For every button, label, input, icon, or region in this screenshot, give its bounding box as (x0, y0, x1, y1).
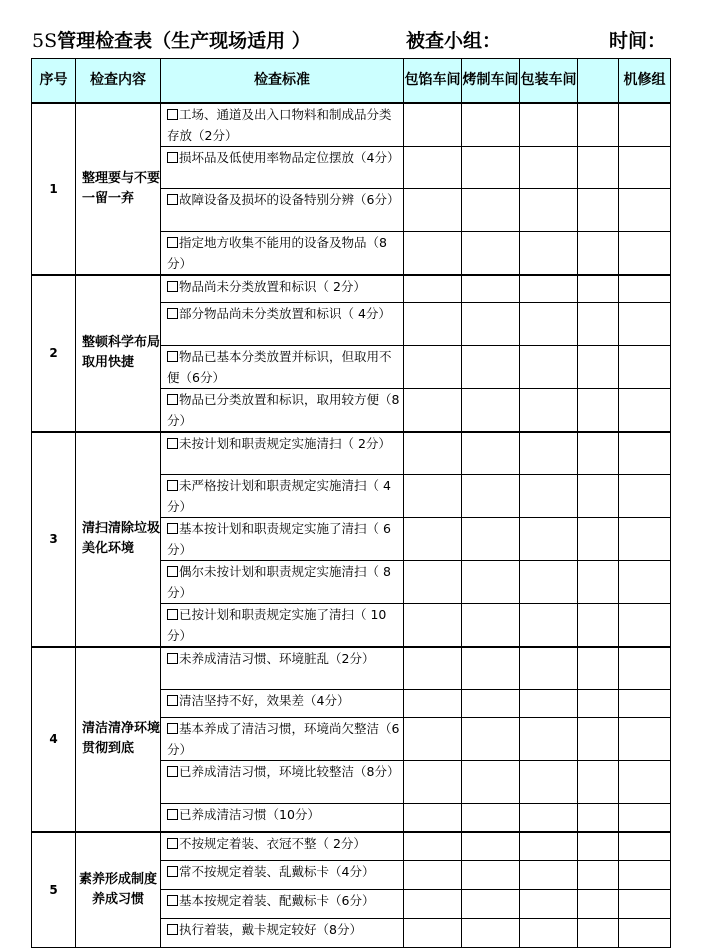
score-filling-cell[interactable] (404, 146, 462, 188)
criterion-text: 执行着装，戴卡规定较好（8分） (179, 922, 362, 937)
score-blank-cell[interactable] (578, 832, 619, 861)
criterion-text: 偶尔未按计划和职责规定实施清扫（ 8分） (167, 563, 391, 600)
score-packing-cell[interactable] (520, 188, 578, 231)
score-filling-cell[interactable] (404, 603, 462, 647)
criterion-text: 已养成清洁习惯，环境比较整洁（8分） (179, 764, 400, 779)
score-blank-cell[interactable] (578, 517, 619, 560)
score-maintenance-cell[interactable] (619, 603, 671, 647)
score-baking-cell[interactable] (462, 603, 520, 647)
col-maintenance-team: 机修组 (619, 59, 671, 103)
criterion-text: 物品已基本分类放置并标识，但取用不便（6分） (167, 349, 392, 385)
score-maintenance-cell[interactable] (619, 832, 671, 861)
score-maintenance-cell[interactable] (619, 103, 671, 147)
score-packing-cell[interactable] (520, 832, 578, 861)
score-baking-cell[interactable] (462, 474, 520, 517)
checkbox-icon[interactable] (167, 866, 178, 877)
score-maintenance-cell[interactable] (619, 432, 671, 474)
score-maintenance-cell[interactable] (619, 389, 671, 433)
score-blank-cell[interactable] (578, 188, 619, 231)
score-maintenance-cell[interactable] (619, 919, 671, 948)
criterion-cell (161, 603, 404, 647)
check-content: 整顿科学布局取用快捷 (76, 275, 161, 433)
score-filling-cell[interactable] (404, 804, 462, 832)
score-baking-cell[interactable] (462, 517, 520, 560)
score-maintenance-cell[interactable] (619, 647, 671, 690)
score-packing-cell[interactable] (520, 346, 578, 389)
header-row (32, 59, 671, 103)
criterion-cell (161, 146, 404, 188)
score-baking-cell[interactable] (462, 188, 520, 231)
criterion-cell (161, 919, 404, 948)
score-baking-cell[interactable] (462, 647, 520, 690)
score-blank-cell[interactable] (578, 474, 619, 517)
criterion-text: 基本按计划和职责规定实施了清扫（ 6分） (167, 520, 391, 557)
score-packing-cell[interactable] (520, 275, 578, 303)
score-maintenance-cell[interactable] (619, 761, 671, 804)
score-filling-cell[interactable] (404, 517, 462, 560)
score-packing-cell[interactable] (520, 647, 578, 690)
score-packing-cell[interactable] (520, 861, 578, 890)
criterion-text: 故障设备及损坏的设备特别分辨（6分） (179, 191, 400, 207)
criterion-cell (161, 761, 404, 804)
score-blank-cell[interactable] (578, 690, 619, 718)
criterion-cell (161, 890, 404, 919)
score-filling-cell[interactable] (404, 346, 462, 389)
score-baking-cell[interactable] (462, 804, 520, 832)
checkbox-icon[interactable] (167, 480, 178, 491)
score-baking-cell[interactable] (462, 919, 520, 948)
score-filling-cell[interactable] (404, 890, 462, 919)
score-packing-cell[interactable] (520, 231, 578, 275)
criterion-cell (161, 275, 404, 303)
criterion-text: 未按计划和职责规定实施清扫（ 2分） (179, 436, 391, 451)
col-blank (578, 59, 619, 103)
criterion-text: 常不按规定着装、乱戴标卡（4分） (179, 864, 375, 879)
checkbox-icon[interactable] (167, 237, 178, 248)
score-packing-cell[interactable] (520, 560, 578, 603)
time-label: 时间： (609, 30, 667, 52)
score-baking-cell[interactable] (462, 432, 520, 474)
criterion-cell (161, 690, 404, 718)
criterion-cell (161, 346, 404, 389)
table-row (32, 432, 671, 474)
criterion-text: 部分物品尚未分类放置和标识（ 4分） (179, 306, 391, 321)
criterion-text: 不按规定着装、衣冠不整（ 2分） (179, 835, 366, 851)
score-packing-cell[interactable] (520, 432, 578, 474)
score-maintenance-cell[interactable] (619, 718, 671, 761)
score-baking-cell[interactable] (462, 890, 520, 919)
check-content: 素养形成制度养成习惯 (76, 832, 161, 948)
col-workshop-baking: 烤制车间 (462, 59, 520, 103)
score-blank-cell[interactable] (578, 146, 619, 188)
score-baking-cell[interactable] (462, 761, 520, 804)
score-packing-cell[interactable] (520, 761, 578, 804)
checkbox-icon[interactable] (167, 152, 178, 163)
checkbox-icon[interactable] (167, 351, 178, 362)
checkbox-icon[interactable] (167, 566, 178, 577)
checkbox-icon[interactable] (167, 809, 178, 820)
criterion-text: 工场、通道及出入口物料和制成品分类存放（2分） (167, 106, 392, 143)
col-no: 序号 (32, 59, 76, 103)
criterion-cell (161, 517, 404, 560)
score-blank-cell[interactable] (578, 432, 619, 474)
score-maintenance-cell[interactable] (619, 231, 671, 275)
score-filling-cell[interactable] (404, 718, 462, 761)
table-row (32, 832, 671, 861)
score-maintenance-cell[interactable] (619, 275, 671, 303)
score-filling-cell[interactable] (404, 560, 462, 603)
checkbox-icon[interactable] (167, 838, 178, 849)
score-maintenance-cell[interactable] (619, 890, 671, 919)
checkbox-icon[interactable] (167, 609, 178, 620)
score-packing-cell[interactable] (520, 103, 578, 147)
criterion-text: 基本按规定着装、配戴标卡（6分） (179, 893, 375, 908)
checkbox-icon[interactable] (167, 281, 178, 292)
criterion-text: 已按计划和职责规定实施了清扫（ 10分） (167, 606, 387, 643)
criterion-text: 未养成清洁习惯、环境脏乱（2分） (179, 650, 375, 666)
col-workshop-filling: 包馅车间 (404, 59, 462, 103)
criterion-text: 指定地方收集不能用的设备及物品（8分） (167, 234, 387, 271)
criterion-cell (161, 389, 404, 433)
score-baking-cell[interactable] (462, 346, 520, 389)
criterion-cell (161, 474, 404, 517)
checkbox-icon[interactable] (167, 695, 178, 706)
criterion-cell (161, 231, 404, 275)
checkbox-icon[interactable] (167, 194, 178, 205)
row-number: 1 (32, 103, 76, 275)
score-packing-cell[interactable] (520, 146, 578, 188)
criterion-text: 损坏品及低使用率物品定位摆放（4分） (179, 149, 400, 165)
inspection-table (31, 58, 671, 948)
criterion-cell (161, 560, 404, 603)
score-baking-cell[interactable] (462, 389, 520, 433)
checkbox-icon[interactable] (167, 523, 178, 534)
score-filling-cell[interactable] (404, 432, 462, 474)
checkbox-icon[interactable] (167, 308, 178, 319)
score-blank-cell[interactable] (578, 303, 619, 346)
checkbox-icon[interactable] (167, 109, 178, 120)
score-packing-cell[interactable] (520, 517, 578, 560)
checkbox-icon[interactable] (167, 394, 178, 405)
score-blank-cell[interactable] (578, 389, 619, 433)
score-baking-cell[interactable] (462, 103, 520, 147)
criterion-cell (161, 718, 404, 761)
row-number: 3 (32, 432, 76, 647)
score-packing-cell[interactable] (520, 389, 578, 433)
check-content: 清扫清除垃圾美化环境 (76, 432, 161, 647)
criterion-text: 物品尚未分类放置和标识（ 2分） (179, 278, 366, 294)
score-filling-cell[interactable] (404, 832, 462, 861)
score-baking-cell[interactable] (462, 832, 520, 861)
score-baking-cell[interactable] (462, 718, 520, 761)
table-row (32, 647, 671, 690)
criterion-cell (161, 647, 404, 690)
score-baking-cell[interactable] (462, 231, 520, 275)
checkbox-icon[interactable] (167, 895, 178, 906)
checkbox-icon[interactable] (167, 438, 178, 449)
score-maintenance-cell[interactable] (619, 861, 671, 890)
score-filling-cell[interactable] (404, 761, 462, 804)
score-maintenance-cell[interactable] (619, 517, 671, 560)
page-title (32, 26, 311, 53)
checkbox-icon[interactable] (167, 723, 178, 734)
score-maintenance-cell[interactable] (619, 346, 671, 389)
score-packing-cell[interactable] (520, 303, 578, 346)
score-baking-cell[interactable] (462, 560, 520, 603)
score-filling-cell[interactable] (404, 188, 462, 231)
score-maintenance-cell[interactable] (619, 560, 671, 603)
criterion-cell (161, 103, 404, 147)
score-baking-cell[interactable] (462, 303, 520, 346)
score-blank-cell[interactable] (578, 603, 619, 647)
score-packing-cell[interactable] (520, 603, 578, 647)
row-number: 5 (32, 832, 76, 948)
checkbox-icon[interactable] (167, 653, 178, 664)
score-baking-cell[interactable] (462, 146, 520, 188)
score-maintenance-cell[interactable] (619, 146, 671, 188)
score-filling-cell[interactable] (404, 275, 462, 303)
score-packing-cell[interactable] (520, 919, 578, 948)
col-standard: 检查标准 (161, 59, 404, 103)
score-blank-cell[interactable] (578, 890, 619, 919)
criterion-cell (161, 832, 404, 861)
score-baking-cell[interactable] (462, 861, 520, 890)
check-content: 整理要与不要一留一弃 (76, 103, 161, 275)
score-maintenance-cell[interactable] (619, 690, 671, 718)
score-baking-cell[interactable] (462, 275, 520, 303)
score-packing-cell[interactable] (520, 690, 578, 718)
criterion-cell (161, 303, 404, 346)
score-blank-cell[interactable] (578, 861, 619, 890)
criterion-cell (161, 861, 404, 890)
score-filling-cell[interactable] (404, 861, 462, 890)
score-maintenance-cell[interactable] (619, 474, 671, 517)
table-row (32, 103, 671, 147)
score-blank-cell[interactable] (578, 103, 619, 147)
score-blank-cell[interactable] (578, 275, 619, 303)
checkbox-icon[interactable] (167, 766, 178, 777)
score-blank-cell[interactable] (578, 346, 619, 389)
score-blank-cell[interactable] (578, 231, 619, 275)
check-content: 清洁清净环境贯彻到底 (76, 647, 161, 832)
score-packing-cell[interactable] (520, 804, 578, 832)
score-blank-cell[interactable] (578, 718, 619, 761)
score-blank-cell[interactable] (578, 919, 619, 948)
page-header (32, 26, 672, 52)
score-packing-cell[interactable] (520, 474, 578, 517)
criterion-text: 未严格按计划和职责规定实施清扫（ 4分） (167, 477, 391, 514)
score-packing-cell[interactable] (520, 718, 578, 761)
inspected-group-label: 被查小组： (406, 30, 502, 52)
score-blank-cell[interactable] (578, 804, 619, 832)
title-main: 管理检查表（生产现场适用 ） (57, 30, 311, 52)
score-baking-cell[interactable] (462, 690, 520, 718)
checkbox-icon[interactable] (167, 924, 178, 935)
criterion-cell (161, 188, 404, 231)
row-number: 2 (32, 275, 76, 433)
col-workshop-packing: 包装车间 (520, 59, 578, 103)
score-maintenance-cell[interactable] (619, 303, 671, 346)
criterion-text: 基本养成了清洁习惯，环境尚欠整洁（6分） (167, 721, 400, 757)
score-blank-cell[interactable] (578, 761, 619, 804)
score-filling-cell[interactable] (404, 389, 462, 433)
row-number: 4 (32, 647, 76, 832)
table-row (32, 275, 671, 303)
criterion-text: 物品已分类放置和标识，取用较方便（8分） (167, 392, 400, 428)
criterion-text: 已养成清洁习惯（10分） (179, 807, 320, 822)
criterion-cell (161, 432, 404, 474)
score-filling-cell[interactable] (404, 647, 462, 690)
score-maintenance-cell[interactable] (619, 188, 671, 231)
title-prefix: 5S (32, 30, 58, 52)
score-filling-cell[interactable] (404, 690, 462, 718)
score-blank-cell[interactable] (578, 647, 619, 690)
score-blank-cell[interactable] (578, 560, 619, 603)
col-content: 检查内容 (76, 59, 161, 103)
score-filling-cell[interactable] (404, 919, 462, 948)
criterion-cell (161, 804, 404, 832)
score-maintenance-cell[interactable] (619, 804, 671, 832)
criterion-text: 清洁坚持不好，效果差（4分） (179, 693, 350, 708)
score-filling-cell[interactable] (404, 303, 462, 346)
score-packing-cell[interactable] (520, 890, 578, 919)
score-filling-cell[interactable] (404, 474, 462, 517)
score-filling-cell[interactable] (404, 103, 462, 147)
score-filling-cell[interactable] (404, 231, 462, 275)
